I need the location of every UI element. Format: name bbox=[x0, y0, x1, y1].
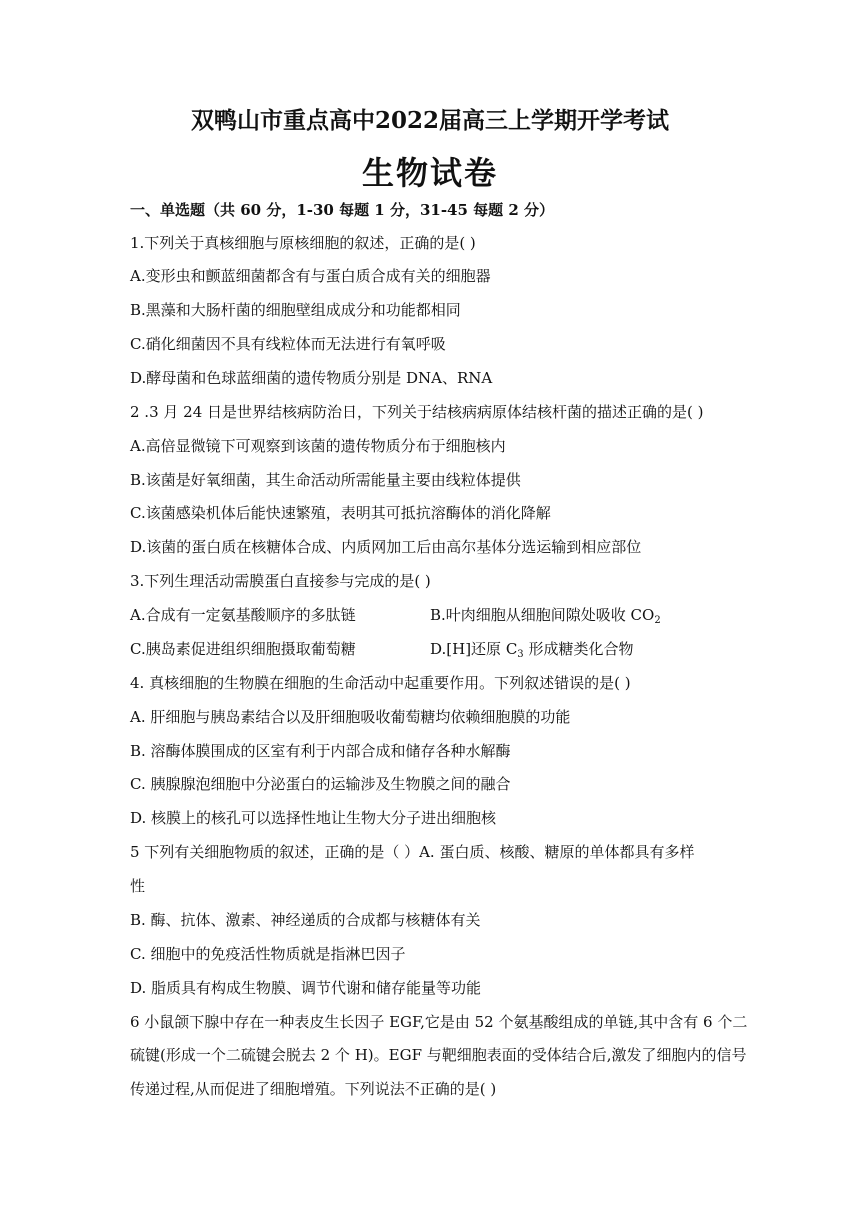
question-4-option-b: B. 溶酶体膜围成的区室有利于内部合成和储存各种水解酶 bbox=[130, 742, 511, 760]
question-5-option-c: C. 细胞中的免疫活性物质就是指淋巴因子 bbox=[130, 945, 406, 963]
question-3-option-d-pre: D.[H]还原 C bbox=[430, 640, 518, 658]
question-2-option-c: C.该菌感染机体后能快速繁殖，表明其可抵抗溶酶体的消化降解 bbox=[130, 504, 551, 522]
question-5-option-b: B. 酶、抗体、激素、神经递质的合成都与核糖体有关 bbox=[130, 911, 481, 929]
question-2-stem: 2 .3 月 24 日是世界结核病防治日，下列关于结核病病原体结核杆菌的描述正确的是( ) bbox=[130, 403, 704, 421]
question-4-option-c: C. 胰腺腺泡细胞中分泌蛋白的运输涉及生物膜之间的融合 bbox=[130, 775, 511, 793]
question-3-option-b bbox=[430, 605, 661, 625]
question-1-option-a: A.变形虫和颤蓝细菌都含有与蛋白质合成有关的细胞器 bbox=[130, 267, 491, 285]
question-6-line-3: 传递过程,从而促进了细胞增殖。下列说法不正确的是( ) bbox=[130, 1080, 497, 1098]
question-5-option-d: D. 脂质具有构成生物膜、调节代谢和储存能量等功能 bbox=[130, 979, 482, 997]
question-2-option-d: D.该菌的蛋白质在核糖体合成、内质网加工后由高尔基体分选运输到相应部位 bbox=[130, 538, 642, 556]
question-5-stem-line-2: 性 bbox=[130, 877, 146, 895]
question-3-stem: 3.下列生理活动需膜蛋白直接参与完成的是( ) bbox=[130, 572, 431, 590]
school-title: 双鸭山市重点高中2022届高三上学期开学考试 bbox=[190, 107, 669, 134]
question-3-option-d bbox=[430, 639, 633, 659]
question-1-option-d: D.酵母菌和色球蓝细菌的遗传物质分别是 DNA、RNA bbox=[130, 369, 493, 387]
question-3-option-d-subscript: 3 bbox=[517, 649, 524, 660]
question-1-option-b: B.黑藻和大肠杆菌的细胞壁组成成分和功能都相同 bbox=[130, 301, 461, 319]
subject-title: 生物试卷 bbox=[361, 154, 498, 192]
question-3-option-b-text: B.叶肉细胞从细胞间隙处吸收 CO bbox=[430, 606, 655, 624]
question-3-option-c: C.胰岛素促进组织细胞摄取葡萄糖 bbox=[130, 640, 356, 658]
question-4-option-a: A. 肝细胞与胰岛素结合以及肝细胞吸收葡萄糖均依赖细胞膜的功能 bbox=[130, 708, 571, 726]
question-4-stem: 4. 真核细胞的生物膜在细胞的生命活动中起重要作用。下列叙述错误的是( ) bbox=[130, 674, 631, 692]
question-1-stem: 1.下列关于真核细胞与原核细胞的叙述，正确的是( ) bbox=[130, 234, 476, 252]
section-heading: 一、单选题（共 60 分，1-30 每题 1 分，31-45 每题 2 分） bbox=[130, 201, 555, 219]
question-5-stem-line-1: 5 下列有关细胞物质的叙述，正确的是（ ）A. 蛋白质、核酸、糖原的单体都具有多样 bbox=[130, 843, 695, 861]
question-1-option-c: C.硝化细菌因不具有线粒体而无法进行有氧呼吸 bbox=[130, 335, 446, 353]
question-2-option-a: A.高倍显微镜下可观察到该菌的遗传物质分布于细胞核内 bbox=[130, 437, 506, 455]
question-6-line-1: 6 小鼠颌下腺中存在一种表皮生长因子 EGF,它是由 52 个氨基酸组成的单链,其中含有 6 个二 bbox=[130, 1013, 748, 1031]
question-2-option-b: B.该菌是好氧细菌，其生命活动所需能量主要由线粒体提供 bbox=[130, 471, 521, 489]
question-4-option-d: D. 核膜上的核孔可以选择性地让生物大分子进出细胞核 bbox=[130, 809, 497, 827]
question-3-option-d-post: 形成糖类化合物 bbox=[523, 640, 634, 658]
question-3-option-b-subscript: 2 bbox=[654, 615, 661, 626]
question-3-option-a: A.合成有一定氨基酸顺序的多肽链 bbox=[130, 606, 356, 624]
question-6-line-2: 硫键(形成一个二硫键会脱去 2 个 H)。EGF 与靶细胞表面的受体结合后,激发了细胞内的信号 bbox=[130, 1046, 747, 1064]
